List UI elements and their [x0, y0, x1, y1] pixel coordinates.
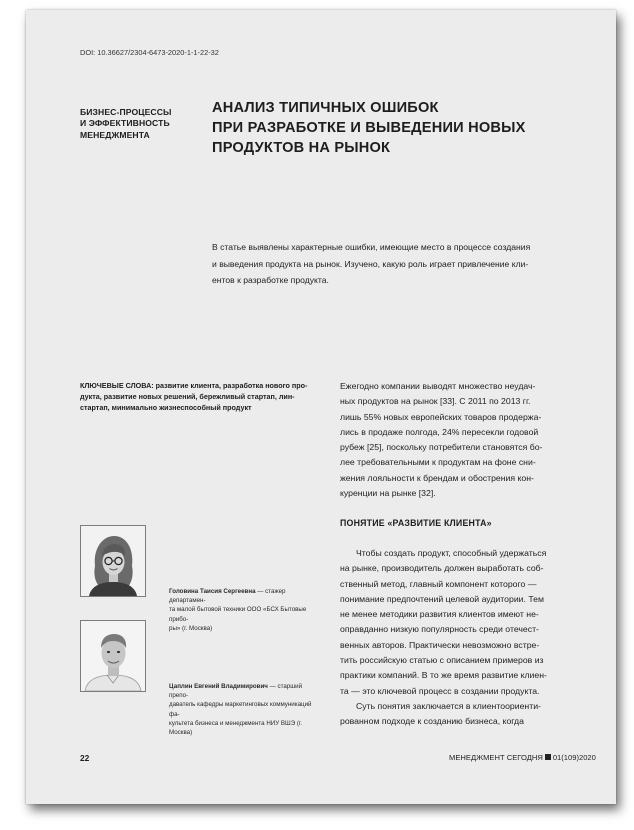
- body-line: тить российскую статью с описанием примеров из: [340, 655, 544, 666]
- author-name: Цаплин Евгений Владимирович: [169, 683, 268, 690]
- author-portrait-man: [81, 621, 145, 691]
- body-line: лись в продаже полгода, 24% пересекли годовой: [340, 426, 539, 437]
- keywords-line: дукта, развитие новых решений, бережливый стартап, лин-: [80, 391, 295, 401]
- author-role: та малой бытовой техники ООО «БСХ Бытовые прибо-: [169, 606, 307, 623]
- body-line: рубеж [25], поскольку потребители становятся бо-: [340, 442, 543, 453]
- author-role: даватель кафедры маркетинговых коммуникаций фа-: [169, 701, 312, 718]
- journal-issue: 01(109)2020: [552, 753, 596, 762]
- body-line: понимание предпочтений целевой аудитории. Тем: [340, 593, 544, 604]
- body-line: Чтобы создать продукт, способный удержаться: [356, 548, 547, 558]
- author-portrait-woman: [81, 526, 145, 596]
- body-line: венных авторов. Практически невозможно встре-: [340, 639, 540, 650]
- square-bullet-icon: [545, 754, 551, 760]
- body-line: оправданно низкую популярность среди отечест-: [340, 624, 539, 635]
- body-line: та — это ключевой процесс в создании продукта.: [340, 685, 540, 696]
- body-line: на рынке, производитель должен выработать соб-: [340, 563, 544, 574]
- rubric-line: МЕНЕДЖМЕНТА: [80, 129, 150, 140]
- body-line: практики компаний. В то же время развитие клиен-: [340, 670, 547, 681]
- body-line: лишь 55% новых европейских товаров продержа-: [340, 411, 542, 422]
- doi-line: DOI: 10.36627/2304-6473-2020-1-1-22-32: [80, 48, 219, 57]
- abstract-line: В статье выявлены характерные ошибки, имеющие место в процессе создания: [212, 242, 531, 252]
- author-role: — старший препо-: [169, 683, 303, 700]
- page-number: 22: [80, 753, 90, 763]
- body-line: ных продуктов на рынок [33]. С 2011 по 2013 гг.: [340, 396, 531, 407]
- abstract-line: ентов к разработке продукта.: [212, 275, 329, 286]
- paragraph-1: [340, 546, 585, 699]
- keywords: [80, 381, 320, 413]
- title-line: ПРОДУКТОВ НА РЫНОК: [212, 140, 391, 156]
- section-rubric: [80, 107, 200, 141]
- keywords-line: стартап, минимально жизнеспособный продукт: [80, 402, 252, 412]
- journal-page: [26, 10, 616, 804]
- rubric-line: И ЭФФЕКТИВНОСТЬ: [80, 118, 170, 129]
- author-1-caption: [169, 587, 319, 633]
- body-line: лее требовательными к продуктам на фоне сни-: [340, 457, 536, 468]
- author-name: Головина Таисия Сергеевна: [169, 588, 256, 595]
- keywords-line: КЛЮЧЕВЫЕ СЛОВА: развитие клиента, разработка нового про-: [80, 381, 308, 390]
- body-line: рованном подходе к созданию бизнеса, когда: [340, 716, 524, 727]
- paragraph-2: [340, 699, 585, 730]
- author-role: — стажер департамен-: [169, 588, 286, 605]
- body-line: жения лояльности к брендам и обострения кон-: [340, 472, 534, 483]
- body-line: ственный метод, главный компонент которого —: [340, 578, 537, 589]
- article-title: [212, 98, 592, 158]
- intro-paragraph: [340, 379, 585, 501]
- author-photo: [80, 620, 146, 692]
- body-line: куренции на рынке [32].: [340, 488, 436, 499]
- author-role: ры» (г. Москва): [169, 624, 213, 632]
- title-line: ПРИ РАЗРАБОТКЕ И ВЫВЕДЕНИИ НОВЫХ: [212, 120, 526, 136]
- abstract-line: и выведения продукта на рынок. Изучено, какую роль играет привлечение кли-: [212, 258, 529, 269]
- journal-name: МЕНЕДЖМЕНТ СЕГОДНЯ: [449, 753, 543, 762]
- author-role: культета бизнеса и менеджмента НИУ ВШЭ (г. Москва): [169, 719, 303, 737]
- rubric-line: БИЗНЕС-ПРОЦЕССЫ: [80, 107, 172, 117]
- main-text: [340, 546, 585, 730]
- title-line: АНАЛИЗ ТИПИЧНЫХ ОШИБОК: [212, 100, 439, 116]
- section-heading: ПОНЯТИЕ «РАЗВИТИЕ КЛИЕНТА»: [340, 518, 492, 528]
- journal-footer: [449, 753, 596, 762]
- body-line: Ежегодно компании выводят множество неудач-: [340, 381, 536, 391]
- abstract: [212, 239, 584, 289]
- author-photo: [80, 525, 146, 597]
- body-line: не менее методики развития клиентов имеют не-: [340, 609, 539, 620]
- author-2-caption: [169, 682, 319, 737]
- body-line: Суть понятия заключается в клиентоориенти-: [356, 700, 541, 711]
